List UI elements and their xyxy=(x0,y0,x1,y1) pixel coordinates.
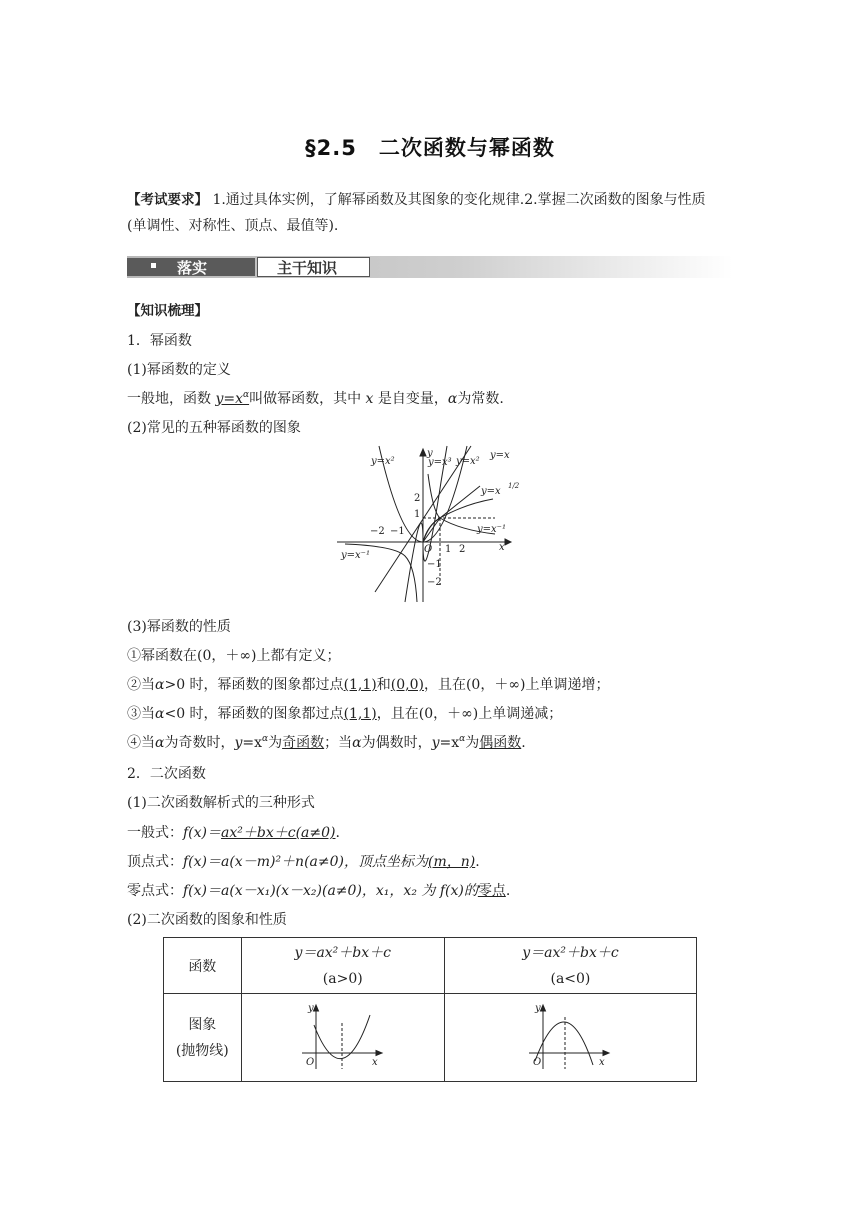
s1-prop-4: ④当α为奇数时，$y=x^\alpha$为奇函数；当α为偶数时，$y=x^\alpha$为偶函数. xyxy=(127,734,526,751)
power-functions-graph xyxy=(335,444,525,604)
svg-text:y=x⁻¹: y=x⁻¹ xyxy=(341,550,370,561)
svg-text:y=x²: y=x² xyxy=(371,456,395,467)
table-row xyxy=(164,938,697,994)
banner-right-label: 主干知识 xyxy=(277,259,338,277)
s1-prop-3: ③当α<0 时，幂函数的图象都过点(1,1)，且在(0，＋∞)上单调递减； xyxy=(127,706,563,722)
svg-text:y=x: y=x xyxy=(490,450,510,461)
s1-prop-1: ①幂函数在(0，＋∞)上都有定义； xyxy=(127,648,341,664)
table-header-cell: y＝ax²＋bx＋c (a>0) xyxy=(241,938,444,994)
knowledge-heading: 【知识梳理】 xyxy=(127,303,208,319)
s2-forms-heading: (1)二次函数解析式的三种形式 xyxy=(127,795,315,811)
section-banner xyxy=(127,256,733,278)
svg-text:O: O xyxy=(305,1056,314,1068)
svg-text:−2: −2 xyxy=(427,577,442,588)
svg-text:y=x³: y=x³ xyxy=(428,457,452,468)
svg-text:x: x xyxy=(599,1056,606,1068)
s2-vertex-form: 顶点式：f(x)＝a(x－m)²＋n(a≠0)，顶点坐标为(m，n). xyxy=(127,854,480,870)
s1-graph-heading: (2)常见的五种幂函数的图象 xyxy=(127,420,301,436)
table-cell xyxy=(444,994,696,1082)
svg-text:1: 1 xyxy=(445,544,452,555)
svg-text:y: y xyxy=(307,1002,314,1014)
s2-heading: 2．二次函数 xyxy=(127,766,206,782)
table-cell xyxy=(241,994,444,1082)
s2-graph-heading: (2)二次函数的图象和性质 xyxy=(127,912,287,928)
banner-left-label: 落实 xyxy=(177,259,208,277)
svg-text:y=x²: y=x² xyxy=(456,456,480,467)
s1-prop-heading: (3)幂函数的性质 xyxy=(127,619,231,635)
svg-text:O: O xyxy=(533,1056,542,1068)
svg-text:y: y xyxy=(427,448,433,459)
table-header-cell: y＝ax²＋bx＋c (a<0) xyxy=(444,938,696,994)
s1-heading: 1．幂函数 xyxy=(127,333,192,349)
svg-text:y: y xyxy=(535,1002,542,1014)
table-row xyxy=(164,994,697,1082)
requirement-line2: (单调性、对称性、顶点、最值等). xyxy=(127,218,339,234)
exam-requirement xyxy=(127,187,739,239)
upward-parabola-graph xyxy=(298,1001,388,1071)
downward-parabola-graph xyxy=(525,1001,615,1071)
s1-def-heading: (1)幂函数的定义 xyxy=(127,362,231,378)
svg-text:2: 2 xyxy=(414,493,421,504)
s1-definition: 一般地，函数 $y=x^\alpha$叫做幂函数，其中 x 是自变量，α为常数. xyxy=(127,390,504,407)
svg-text:1/2: 1/2 xyxy=(508,482,520,490)
svg-text:−1: −1 xyxy=(390,526,405,537)
requirement-label: 【考试要求】 xyxy=(127,192,208,208)
svg-text:O: O xyxy=(424,544,433,555)
svg-text:2: 2 xyxy=(459,544,466,555)
svg-text:y=x⁻¹: y=x⁻¹ xyxy=(477,524,506,535)
requirement-line1: 1.通过具体实例，了解幂函数及其图象的变化规律.2.掌握二次函数的图象与性质 xyxy=(212,192,706,208)
svg-text:y=x: y=x xyxy=(481,486,501,497)
svg-text:x: x xyxy=(371,1056,378,1068)
svg-text:x: x xyxy=(499,542,505,553)
page-title: §2.5 二次函数与幂函数 xyxy=(305,136,555,160)
table-cell: 图象 (抛物线) xyxy=(164,994,242,1082)
s2-general-form: 一般式：f(x)＝ax²＋bx＋c(a≠0). xyxy=(127,825,340,841)
quadratic-properties-table xyxy=(163,937,697,1082)
svg-text:−2: −2 xyxy=(370,526,385,537)
svg-text:−1: −1 xyxy=(427,559,442,570)
table-header-cell: 函数 xyxy=(164,938,242,994)
s1-prop-2: ②当α>0 时，幂函数的图象都过点(1,1)和(0,0)，且在(0，＋∞)上单调递增； xyxy=(127,677,610,693)
square-icon xyxy=(151,263,156,268)
s2-zero-form: 零点式：f(x)＝a(x－x₁)(x－x₂)(a≠0)，x₁，x₂ 为 f(x)的零点. xyxy=(127,883,511,899)
svg-text:1: 1 xyxy=(414,509,421,520)
